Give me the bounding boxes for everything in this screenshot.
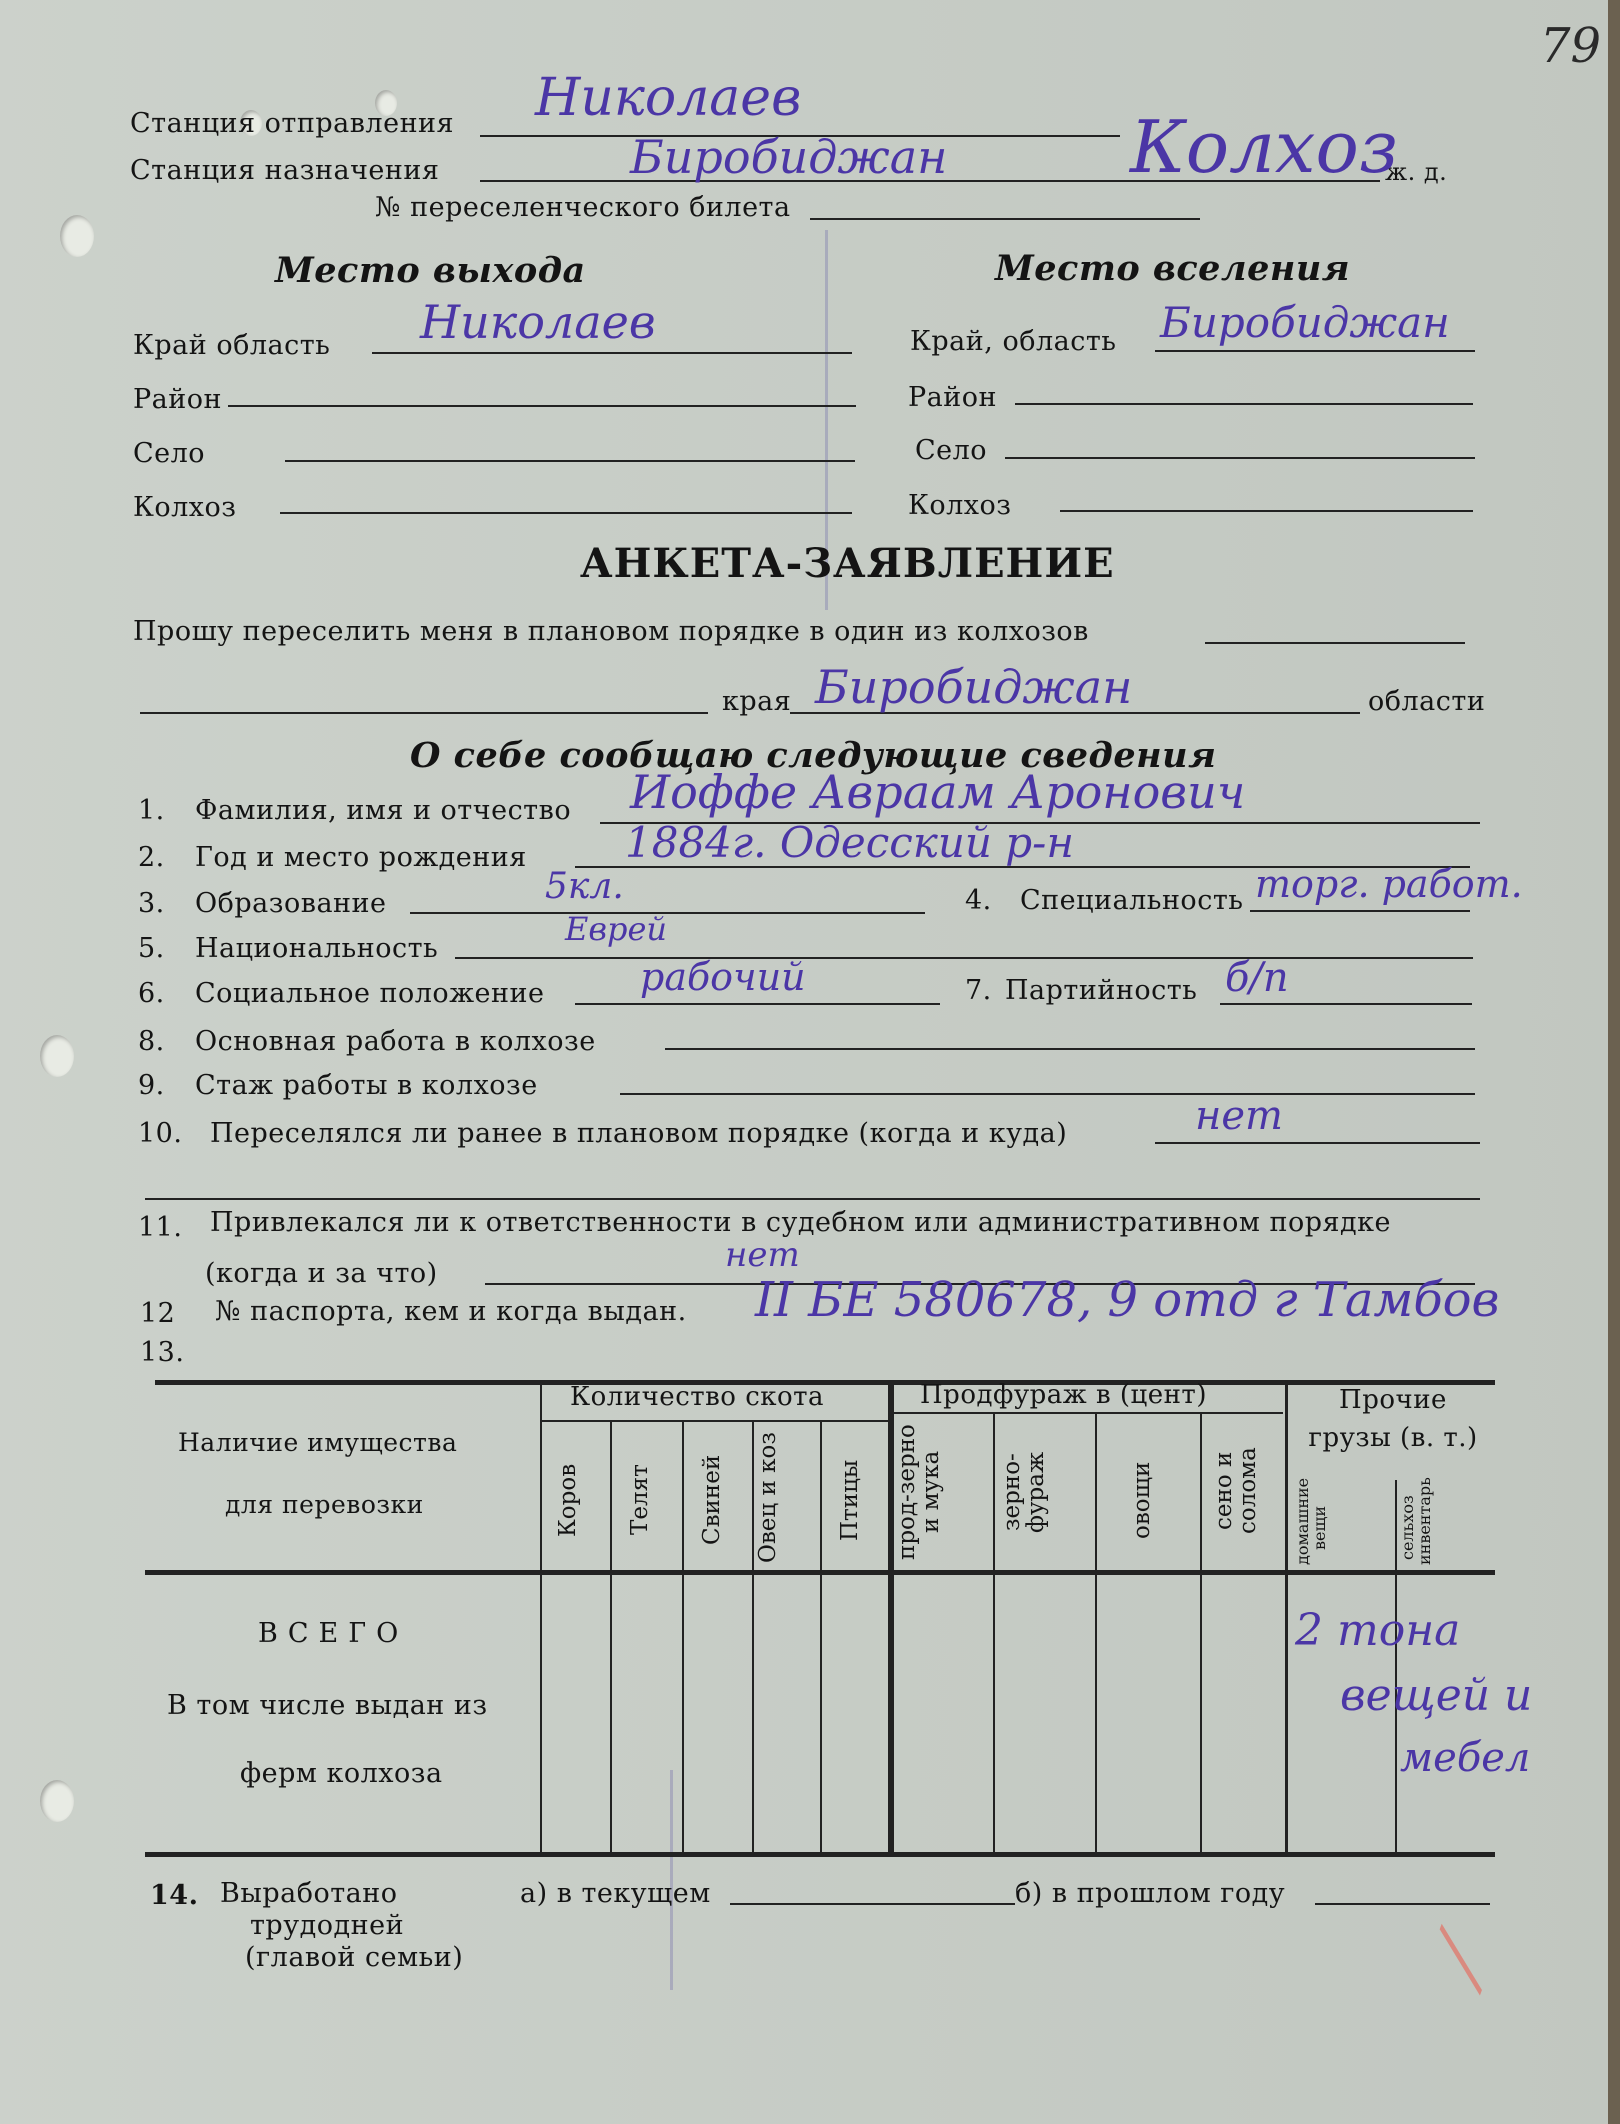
field-7-value: б/п — [1225, 955, 1289, 1001]
request-text: Прошу переселить меня в плановом порядке в один из колхозов — [133, 616, 1089, 647]
punch-hole — [40, 1780, 74, 1822]
field-10-extra-line — [145, 1198, 1480, 1200]
table-row-header-bottom: для перевозки — [225, 1490, 424, 1519]
page-number: 79 — [1540, 18, 1602, 74]
col-header-vegetables: овощи — [1129, 1461, 1155, 1539]
table-col-line — [820, 1420, 822, 1852]
table-group-livestock: Количество скота — [570, 1382, 825, 1412]
origin-kolkhoz-label: Колхоз — [133, 492, 237, 523]
origin-village-line — [285, 460, 855, 462]
field-1-label: Фамилия, имя и отчество — [195, 795, 572, 826]
punch-hole — [60, 215, 94, 257]
workdays-previous-line — [1315, 1903, 1490, 1905]
destination-station-label: Станция назначения — [130, 155, 440, 186]
field-6-line — [575, 1003, 940, 1005]
about-heading: О себе сообщаю следующие сведения — [410, 735, 1217, 776]
table-col-line — [1095, 1412, 1097, 1852]
kolkhoz-note: Колхоз — [1130, 105, 1399, 189]
table-feed-group-rule — [888, 1412, 1283, 1414]
field-9-label: Стаж работы в колхозе — [195, 1070, 538, 1101]
destination-kolkhoz-label: Колхоз — [908, 490, 1012, 521]
col-header-pigs: Свиней — [699, 1454, 725, 1546]
field-3-value: 5кл. — [545, 866, 624, 907]
oblast-label: области — [1368, 686, 1486, 717]
workdays-current-label: а) в текущем — [520, 1878, 711, 1909]
field-10-value: нет — [1195, 1093, 1283, 1139]
field-11-label: Привлекался ли к ответственности в судебном или административном порядке — [210, 1207, 1392, 1238]
destination-region-label: Край, область — [910, 326, 1117, 357]
col-header-farm-tools: сельхоз инвентарь — [1398, 1477, 1434, 1565]
field-10-num: 10. — [138, 1118, 183, 1149]
table-col-line — [1200, 1412, 1202, 1852]
oblast-value: Биробиджан — [815, 660, 1133, 714]
field-2-label: Год и место рождения — [195, 842, 527, 873]
destination-district-line — [1015, 403, 1473, 405]
field-11-num: 11. — [138, 1212, 183, 1243]
col-header-household: домашние вещи — [1293, 1477, 1329, 1565]
table-livestock-group-rule — [540, 1420, 888, 1422]
field-7-line — [1220, 1003, 1472, 1005]
destination-kolkhoz-line — [1060, 510, 1473, 512]
col-header-sheep-goats: Овец и коз — [755, 1432, 781, 1563]
table-col-line — [752, 1420, 754, 1852]
destination-suffix: ж. д. — [1385, 158, 1448, 186]
kray-label: края — [722, 686, 792, 717]
table-issued-label-1: В том числе выдан из — [167, 1690, 488, 1721]
origin-region-label: Край область — [133, 330, 331, 361]
col-header-cows: Коров — [555, 1463, 581, 1537]
table-other-value-2: вещей и — [1340, 1670, 1533, 1721]
field-10-line — [1155, 1142, 1480, 1144]
destination-station-value: Биробиджан — [630, 130, 948, 184]
field-4-line — [1250, 910, 1470, 912]
field-11-label-2: (когда и за что) — [205, 1258, 438, 1289]
departure-station-label: Станция отправления — [130, 108, 455, 139]
field-12-num: 12 — [140, 1298, 176, 1329]
scan-edge — [1608, 0, 1620, 2124]
field-6-label: Социальное положение — [195, 978, 545, 1009]
origin-region-line — [372, 352, 852, 354]
field-5-line — [455, 957, 1473, 959]
table-row-header-top: Наличие имущества — [178, 1428, 458, 1457]
ticket-label: № переселенческого билета — [375, 192, 791, 223]
field-6-value: рабочий — [640, 955, 806, 999]
origin-village-label: Село — [133, 438, 206, 469]
field-6-num: 6. — [138, 978, 165, 1009]
col-header-grain-fodder: зерно-фураж — [999, 1451, 1050, 1534]
table-other-value-1: 2 тона — [1295, 1605, 1461, 1656]
table-col-line — [1395, 1480, 1397, 1852]
origin-heading: Место выхода — [275, 250, 586, 291]
field-4-num: 4. — [965, 885, 992, 916]
field-4-value: торг. работ. — [1255, 862, 1523, 906]
field-3-line — [410, 912, 925, 914]
workdays-current-line — [730, 1903, 1015, 1905]
col-header-hay-straw: сено и солома — [1211, 1447, 1262, 1534]
red-pencil-mark: ⁄ — [1416, 1938, 1509, 1983]
table-total-label: ВСЕГО — [258, 1618, 409, 1649]
table-col-line — [682, 1420, 684, 1852]
col-header-calves: Телят — [627, 1464, 653, 1536]
table-top-rule — [155, 1380, 1495, 1385]
punch-hole — [40, 1035, 74, 1077]
field-8-num: 8. — [138, 1026, 165, 1057]
table-issued-label-2: ферм колхоза — [240, 1758, 443, 1789]
table-group-other: Прочие грузы (в. т.) — [1308, 1385, 1478, 1453]
field-1-num: 1. — [138, 795, 165, 826]
workdays-previous-label: б) в прошлом году — [1015, 1878, 1286, 1909]
field-13-num: 13. — [140, 1337, 185, 1368]
field-2-num: 2. — [138, 842, 165, 873]
destination-region-line — [1155, 350, 1475, 352]
request-line — [1205, 642, 1465, 644]
workdays-label-3: (главой семьи) — [245, 1942, 464, 1973]
field-5-num: 5. — [138, 933, 165, 964]
field-3-label: Образование — [195, 888, 387, 919]
table-bottom-rule — [145, 1852, 1495, 1857]
departure-station-value: Николаев — [535, 68, 802, 128]
field-4-label: Специальность — [1020, 885, 1244, 916]
origin-region-value: Николаев — [420, 295, 656, 349]
field-8-label: Основная работа в колхозе — [195, 1026, 596, 1057]
kray-line — [140, 712, 708, 714]
table-col-line — [610, 1420, 612, 1852]
workdays-label-2: трудодней — [250, 1910, 405, 1941]
field-5-label: Национальность — [195, 933, 439, 964]
col-header-poultry: Птицы — [837, 1459, 863, 1541]
origin-district-label: Район — [133, 384, 223, 415]
destination-region-value: Биробиджан — [1160, 298, 1450, 347]
destination-district-label: Район — [908, 382, 998, 413]
field-12-value: II БЕ 580678, 9 отд г Тамбов — [755, 1272, 1500, 1328]
field-10-label: Переселялся ли ранее в плановом порядке (когда и куда) — [210, 1118, 1068, 1149]
origin-kolkhoz-line — [280, 512, 852, 514]
col-header-grain-flour: прод-зерно и мука — [894, 1424, 945, 1560]
field-11-value: нет — [725, 1235, 800, 1275]
field-9-line — [620, 1093, 1475, 1095]
destination-village-line — [1005, 457, 1475, 459]
field-2-value: 1884г. Одесский р-н — [625, 818, 1075, 867]
field-7-num: 7. — [965, 975, 992, 1006]
table-col-line — [993, 1412, 995, 1852]
table-col-line — [1285, 1382, 1288, 1852]
workdays-num: 14. — [150, 1880, 199, 1911]
field-9-num: 9. — [138, 1070, 165, 1101]
destination-village-label: Село — [915, 435, 988, 466]
table-other-value-3: мебел — [1400, 1735, 1531, 1781]
field-12-label: № паспорта, кем и когда выдан. — [215, 1296, 687, 1327]
workdays-label-1: Выработано — [220, 1878, 398, 1909]
destination-heading: Место вселения — [995, 248, 1351, 289]
field-3-num: 3. — [138, 888, 165, 919]
form-title: АНКЕТА-ЗАЯВЛЕНИЕ — [580, 540, 1115, 587]
field-7-label: Партийность — [1005, 975, 1198, 1006]
origin-district-line — [228, 405, 856, 407]
table-group-feed: Продфураж в (цент) — [920, 1380, 1207, 1410]
field-1-value: Иоффе Авраам Аронович — [630, 765, 1246, 819]
ticket-line — [810, 218, 1200, 220]
field-8-line — [665, 1048, 1475, 1050]
field-5-value: Еврей — [565, 910, 668, 948]
table-col-line — [540, 1382, 542, 1852]
